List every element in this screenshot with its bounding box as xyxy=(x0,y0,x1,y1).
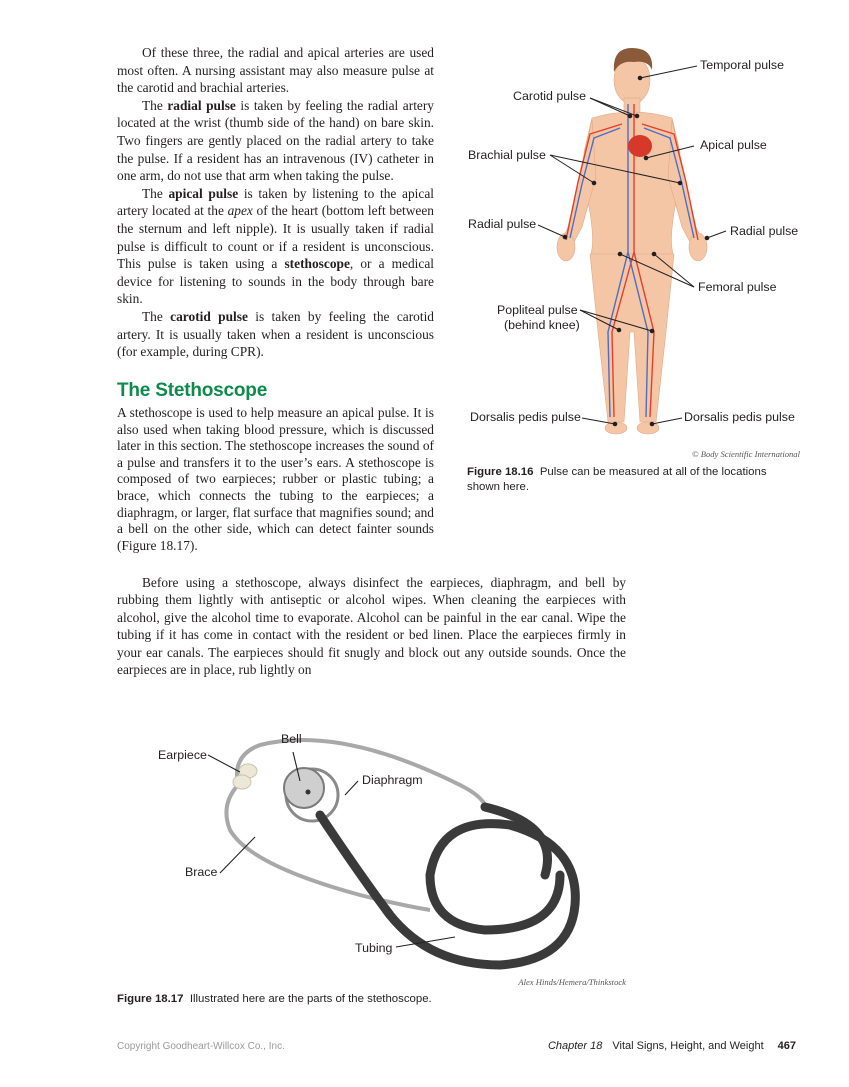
label-tubing: Tubing xyxy=(355,941,393,955)
figure-stethoscope xyxy=(140,715,630,985)
label-temporal-pulse: Temporal pulse xyxy=(700,58,785,72)
footer-copyright: Copyright Goodheart-Willcox Co., Inc. xyxy=(117,1041,285,1052)
paragraph-radial-pulse: The radial pulse is taken by feeling the radial artery located at the wrist (thumb side of the hand) on bare skin. Two fingers are gently placed on the radial artery to take the pulse. If a resident has an intravenous (IV) catheter in one arm, do not use that arm when taking the pulse. xyxy=(117,97,435,184)
page-number: 467 xyxy=(777,1040,796,1052)
body-text-top xyxy=(117,44,434,361)
section-body-full-width xyxy=(117,574,626,678)
section-heading: The Stethoscope xyxy=(117,380,268,401)
label-diaphragm: Diaphragm xyxy=(362,773,423,787)
term-stethoscope: stethoscope xyxy=(284,256,350,272)
label-bell: Bell xyxy=(281,732,302,746)
footer-chapter-title: Vital Signs, Height, and Weight xyxy=(612,1040,764,1052)
label-femoral-pulse: Femoral pulse xyxy=(698,280,777,294)
paragraph-intro: Of these three, the radial and apical arteries are used most often. A nursing assistant may also measure pulse at the carotid and brachial arteries. xyxy=(117,45,434,96)
label-carotid-pulse: Carotid pulse xyxy=(513,89,587,103)
figure-credit: © Body Scientific International xyxy=(692,449,800,459)
section-intro xyxy=(117,405,434,554)
label-dorsalis-pedis-right: Dorsalis pedis pulse xyxy=(684,410,795,424)
footer-chapter: Chapter 18 xyxy=(547,1040,603,1052)
paragraph-carotid-pulse: The carotid pulse is taken by feeling the carotid artery. It is usually taken when a resident is unconscious (for example, during CPR). xyxy=(117,308,434,360)
figure-caption-18-16: Figure 18.16 Pulse can be measured at all of the locations shown here. xyxy=(467,466,767,493)
paragraph-stethoscope-description: A stethoscope is used to help measure an apical pulse. It is also used when taking blood pressure, which is discussed later in this section. The stethoscope increases the sound of a pulse and transfers it to the user’s ears. A stethoscope is composed of two earpieces; rubber or plastic tubing; a brace, which connects the tubing to the earpieces; a diaphragm, or larger, flat surface that magnifies sound; and a bell on the other side, which can detect fainter sounds (Figure 18.17). xyxy=(117,405,434,553)
paragraph-disinfect: Before using a stethoscope, always disinfect the earpieces, diaphragm, and bell by rubbing them lightly with antiseptic or alcohol wipes. When cleaning the earpieces with alcohol, give the alcohol time to evaporate. Alcohol can be painful in the ear canal. Wipe the tubing if it has come in contact with the resident or bed linen. Place the earpieces firmly in your ear canals. The earpieces should fit snugly and block out any outside sounds. Once the earpieces are in place, rub lightly on xyxy=(117,575,626,678)
label-brace: Brace xyxy=(185,865,218,879)
term-carotid-pulse: carotid pulse xyxy=(170,308,248,324)
label-apical-pulse: Apical pulse xyxy=(700,138,767,152)
figure-number: Figure 18.17 xyxy=(117,993,184,1005)
label-popliteal-pulse: Popliteal pulse xyxy=(497,303,578,317)
label-radial-pulse-right: Radial pulse xyxy=(730,224,799,238)
label-radial-pulse-left: Radial pulse xyxy=(468,217,537,231)
figure-caption-18-17: Figure 18.17 Illustrated here are the parts of the stethoscope. xyxy=(117,993,432,1005)
figure-pulse-locations xyxy=(462,42,802,459)
paragraph-apical-pulse: The apical pulse is taken by listening to the apical artery located at the apex of the heart (bottom left between the sternum and left nipple). It is usually taken if radial pulse is difficult to count or if a resident is unconscious. This pulse is taken using a stethoscope, or a medical device for listening to sounds in the body through bare skin. xyxy=(117,185,434,307)
label-earpiece: Earpiece xyxy=(158,748,207,762)
footer-running-head xyxy=(548,1040,796,1052)
figure-credit: Alex Hinds/Hemera/Thinkstock xyxy=(518,977,626,987)
label-popliteal-note: (behind knee) xyxy=(504,318,580,332)
label-brachial-pulse: Brachial pulse xyxy=(468,148,546,162)
term-apical-pulse: apical pulse xyxy=(168,185,239,201)
figure-number: Figure 18.16 xyxy=(467,466,534,478)
label-dorsalis-pedis-left: Dorsalis pedis pulse xyxy=(470,410,581,424)
term-radial-pulse: radial pulse xyxy=(167,97,236,113)
